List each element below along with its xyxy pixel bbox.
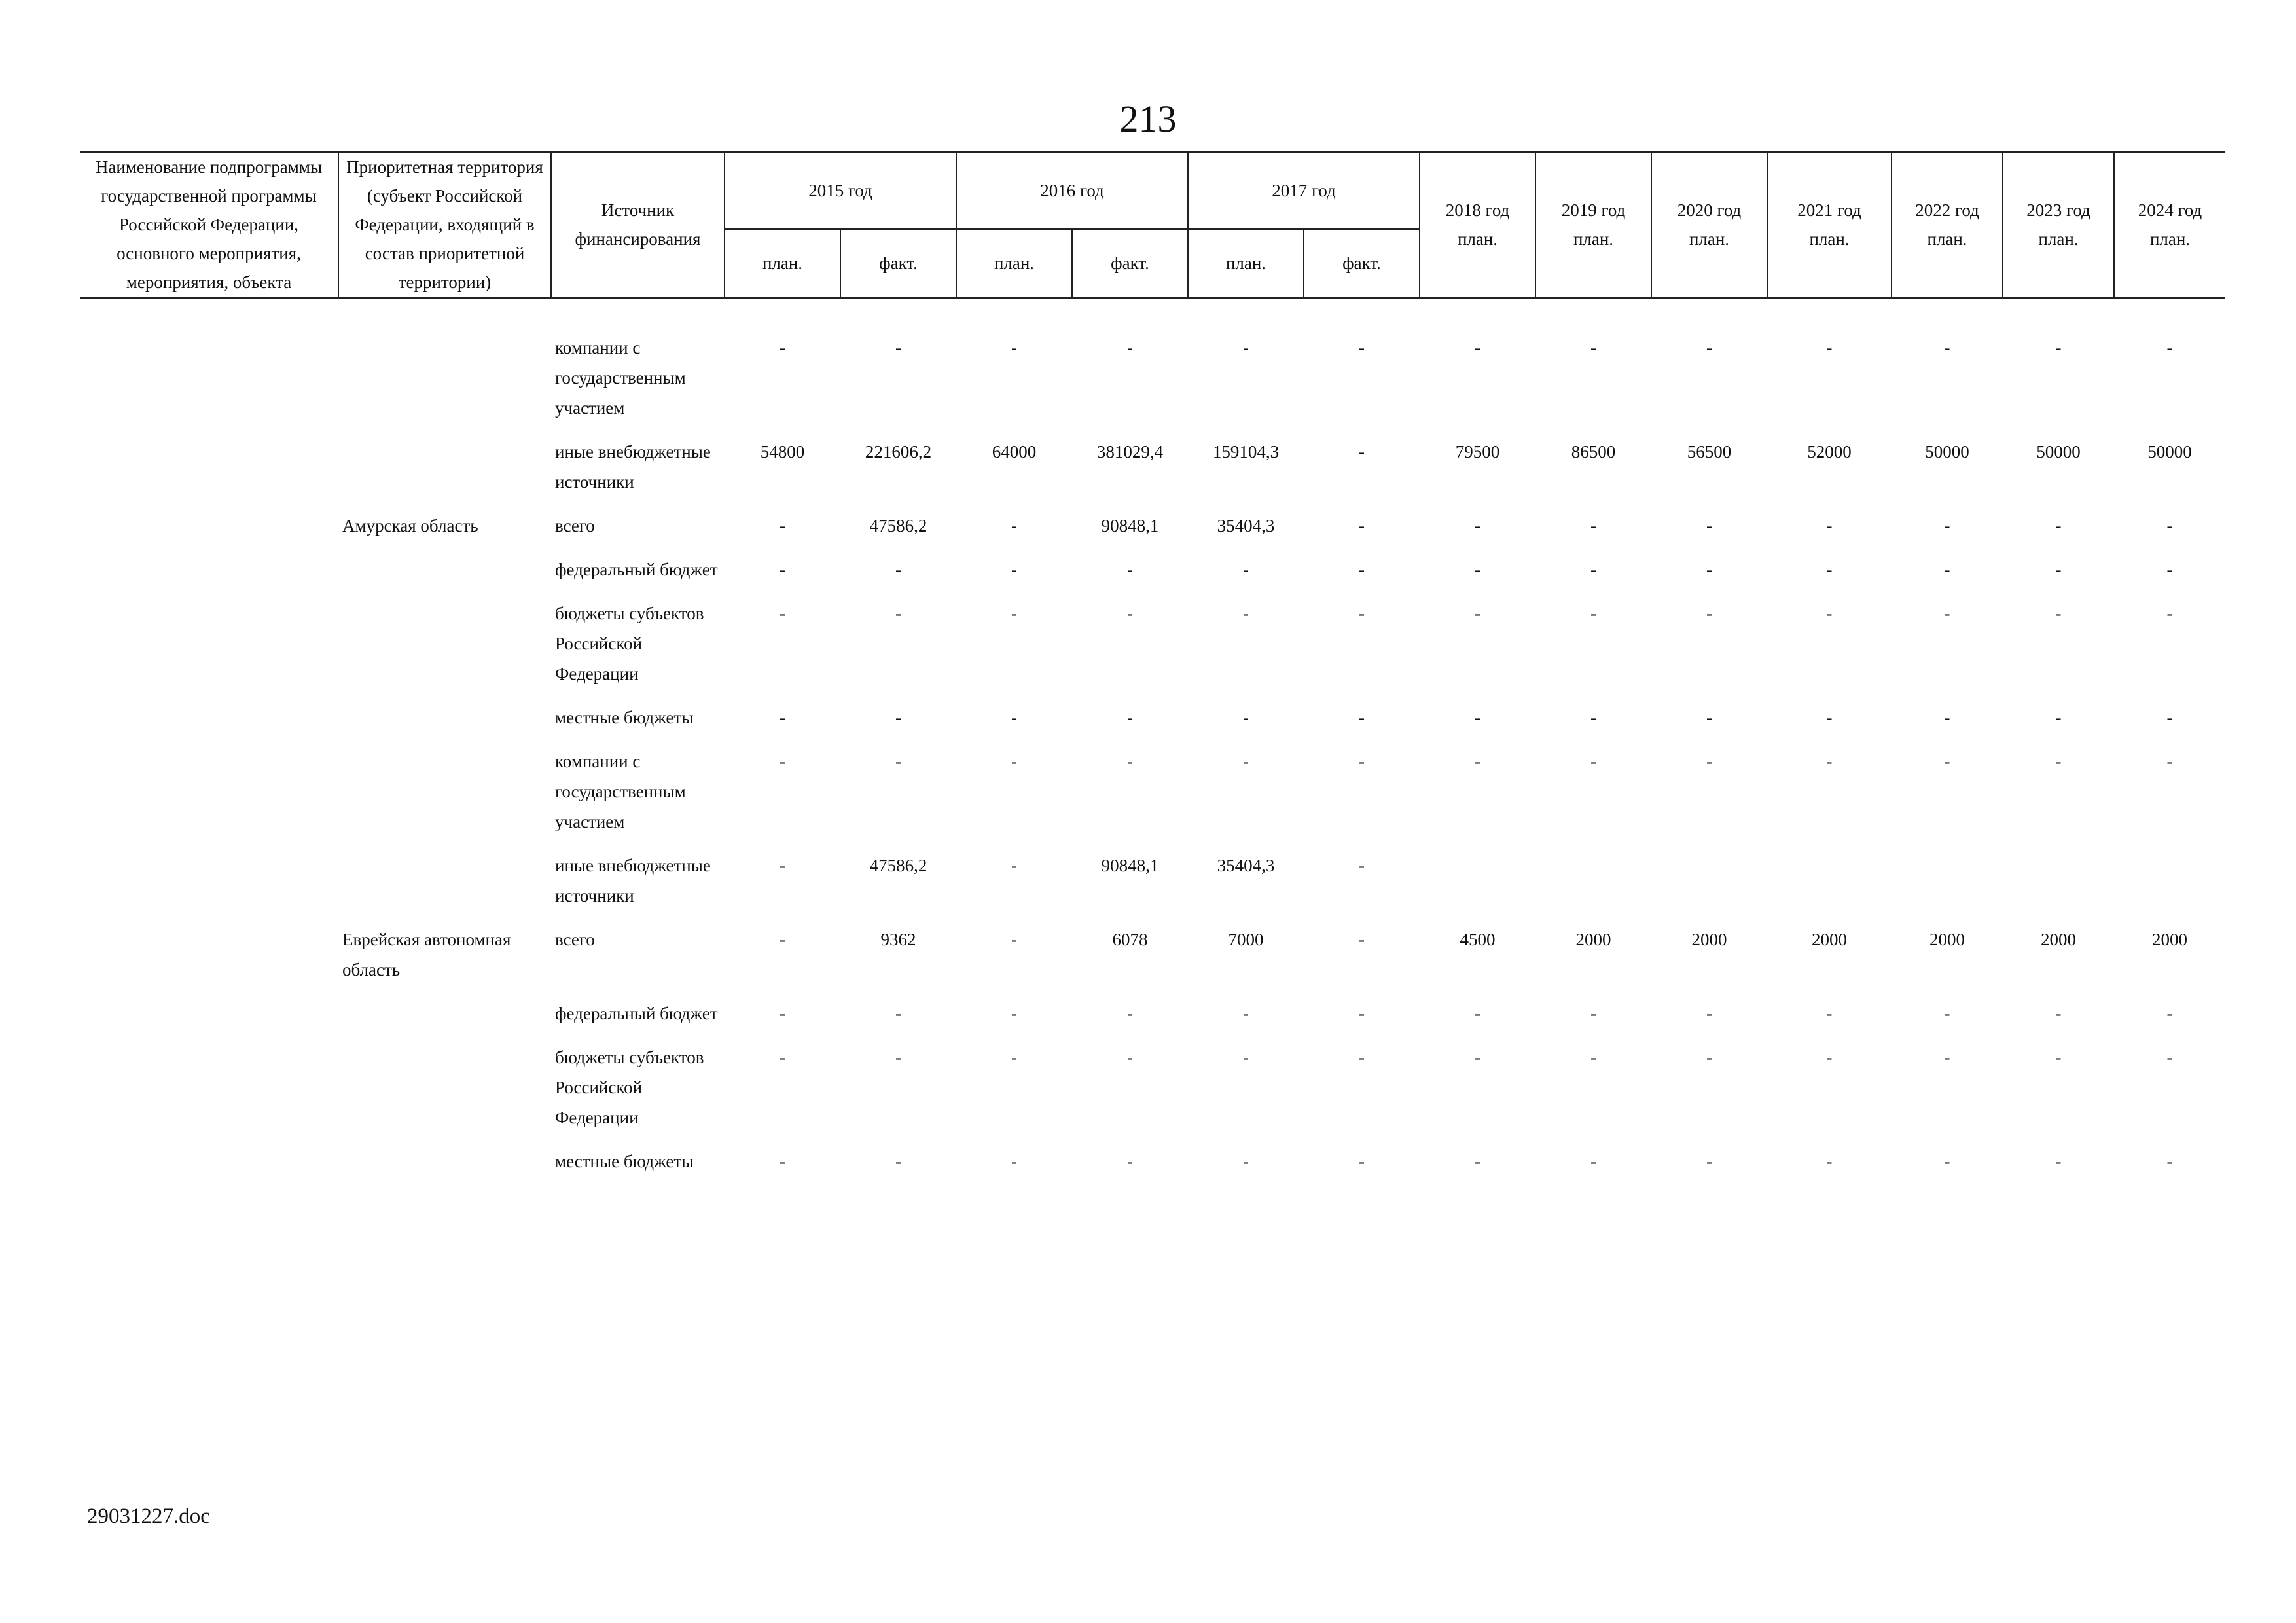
table-row xyxy=(80,511,2225,555)
value-cell: - xyxy=(1706,560,1712,579)
value-cell: - xyxy=(1011,604,1017,623)
value-cell: - xyxy=(1826,560,1833,579)
value-cell: - xyxy=(1359,856,1365,875)
value-cell: - xyxy=(1011,516,1017,536)
funding-source-cell: местные бюджеты xyxy=(555,708,694,727)
funding-source-cell: бюджеты субъектов Российской Федерации xyxy=(555,604,704,684)
footer-document-name: 29031227.doc xyxy=(87,1504,210,1528)
value-cell: - xyxy=(1826,338,1833,357)
value-cell: - xyxy=(1011,1048,1017,1067)
value-cell: - xyxy=(1706,516,1712,536)
value-cell xyxy=(2003,850,2114,924)
value-cell: - xyxy=(1475,516,1480,536)
value-cell: - xyxy=(1243,1004,1249,1023)
value-cell: - xyxy=(1011,930,1017,949)
value-cell: - xyxy=(1944,560,1950,579)
value-cell: - xyxy=(1359,1048,1365,1067)
funding-source-cell: местные бюджеты xyxy=(555,1152,694,1171)
program-name-cell xyxy=(80,437,338,511)
value-cell: - xyxy=(1011,560,1017,579)
territory-cell xyxy=(338,746,551,850)
funding-source-cell: всего xyxy=(555,930,595,949)
territory-cell xyxy=(338,998,551,1042)
program-name-cell xyxy=(80,598,338,702)
value-cell: 90848,1 xyxy=(1101,516,1159,536)
header-year-2018: 2018 год план. xyxy=(1420,152,1535,298)
value-cell: - xyxy=(780,516,785,536)
value-cell: - xyxy=(1826,1152,1833,1171)
value-cell: - xyxy=(2055,708,2062,727)
value-cell: - xyxy=(1243,1048,1249,1067)
value-cell: - xyxy=(1359,1004,1365,1023)
header-year-2017: 2017 год xyxy=(1188,152,1420,229)
value-cell: 56500 xyxy=(1687,442,1732,462)
value-cell: 2000 xyxy=(1691,930,1727,949)
table-row xyxy=(80,924,2225,998)
value-cell: - xyxy=(1011,338,1017,357)
value-cell: - xyxy=(1475,604,1480,623)
value-cell: - xyxy=(1127,752,1133,771)
value-cell: - xyxy=(1475,708,1480,727)
value-cell: - xyxy=(1590,752,1596,771)
header-year-2020: 2020 год план. xyxy=(1651,152,1767,298)
value-cell: - xyxy=(2166,338,2173,357)
funding-source-cell: иные внебюджетные источники xyxy=(555,442,711,492)
value-cell: - xyxy=(1826,708,1833,727)
table-row xyxy=(80,1042,2225,1146)
value-cell: 50000 xyxy=(1925,442,1969,462)
value-cell: - xyxy=(1944,516,1950,536)
header-program-name: Наименование подпрограммы государственной программы Российской Федерации, основного мероприятия, мероприятия, объекта xyxy=(80,152,338,298)
funding-source-cell: федеральный бюджет xyxy=(555,560,718,579)
value-cell: - xyxy=(1475,1152,1480,1171)
value-cell: - xyxy=(780,1152,785,1171)
value-cell: 7000 xyxy=(1228,930,1264,949)
value-cell: - xyxy=(1475,560,1480,579)
value-cell: - xyxy=(1475,1048,1480,1067)
value-cell: - xyxy=(1127,1048,1133,1067)
value-cell: - xyxy=(1359,516,1365,536)
value-cell: - xyxy=(1590,1048,1596,1067)
value-cell: - xyxy=(1590,338,1596,357)
value-cell: 64000 xyxy=(992,442,1037,462)
value-cell: 47586,2 xyxy=(869,856,927,875)
value-cell: - xyxy=(895,604,901,623)
header-2017-plan: план. xyxy=(1188,229,1304,298)
table-row xyxy=(80,702,2225,746)
header-funding-source: Источник финансирования xyxy=(551,152,725,298)
funding-source-cell: федеральный бюджет xyxy=(555,1004,718,1023)
value-cell: - xyxy=(1944,1152,1950,1171)
value-cell: - xyxy=(1590,560,1596,579)
value-cell: 50000 xyxy=(2036,442,2081,462)
value-cell: - xyxy=(2055,516,2062,536)
value-cell xyxy=(1767,850,1892,924)
program-name-cell xyxy=(80,511,338,555)
value-cell: - xyxy=(1475,752,1480,771)
value-cell: - xyxy=(780,856,785,875)
value-cell: - xyxy=(1359,708,1365,727)
value-cell: 381029,4 xyxy=(1096,442,1164,462)
value-cell: - xyxy=(1243,604,1249,623)
value-cell: 54800 xyxy=(760,442,805,462)
value-cell: 159104,3 xyxy=(1212,442,1280,462)
header-year-2022: 2022 год план. xyxy=(1892,152,2003,298)
value-cell: 47586,2 xyxy=(869,516,927,536)
header-year-2021: 2021 год план. xyxy=(1767,152,1892,298)
table-header xyxy=(80,152,2225,298)
value-cell: - xyxy=(780,1004,785,1023)
value-cell: - xyxy=(780,338,785,357)
value-cell: - xyxy=(1590,708,1596,727)
header-2016-plan: план. xyxy=(956,229,1072,298)
territory-cell xyxy=(338,1146,551,1190)
value-cell: - xyxy=(1243,1152,1249,1171)
territory-cell xyxy=(338,702,551,746)
value-cell: - xyxy=(1011,1004,1017,1023)
value-cell: - xyxy=(895,708,901,727)
value-cell: - xyxy=(2166,1152,2173,1171)
value-cell: - xyxy=(1359,752,1365,771)
value-cell: - xyxy=(780,604,785,623)
value-cell: - xyxy=(1011,856,1017,875)
value-cell: 35404,3 xyxy=(1217,516,1275,536)
territory-cell: Амурская область xyxy=(342,516,478,536)
value-cell: - xyxy=(2055,604,2062,623)
value-cell: 221606,2 xyxy=(865,442,932,462)
value-cell: - xyxy=(2055,752,2062,771)
table-row xyxy=(80,746,2225,850)
value-cell: 2000 xyxy=(1812,930,1847,949)
header-2016-fact: факт. xyxy=(1072,229,1188,298)
value-cell: - xyxy=(1243,560,1249,579)
value-cell: - xyxy=(1944,604,1950,623)
value-cell: - xyxy=(1826,604,1833,623)
value-cell: - xyxy=(1243,708,1249,727)
value-cell: - xyxy=(1590,604,1596,623)
table-row xyxy=(80,555,2225,598)
value-cell: - xyxy=(1826,752,1833,771)
value-cell: - xyxy=(1706,1048,1712,1067)
territory-cell xyxy=(338,850,551,924)
value-cell: 2000 xyxy=(2041,930,2076,949)
value-cell xyxy=(1892,850,2003,924)
value-cell: - xyxy=(1706,1004,1712,1023)
program-name-cell xyxy=(80,555,338,598)
value-cell: - xyxy=(895,338,901,357)
value-cell: - xyxy=(895,1004,901,1023)
territory-cell xyxy=(338,333,551,437)
value-cell: - xyxy=(1944,752,1950,771)
territory-cell xyxy=(338,1042,551,1146)
header-priority-territory: Приоритетная территория (субъект Российской Федерации, входящий в состав приоритетной территории) xyxy=(338,152,551,298)
header-year-2016: 2016 год xyxy=(956,152,1188,229)
value-cell: - xyxy=(1011,752,1017,771)
value-cell: - xyxy=(1127,338,1133,357)
program-name-cell xyxy=(80,702,338,746)
program-name-cell xyxy=(80,998,338,1042)
value-cell xyxy=(1535,850,1651,924)
funding-source-cell: всего xyxy=(555,516,595,536)
financing-table xyxy=(80,151,2225,1190)
value-cell: 86500 xyxy=(1571,442,1616,462)
value-cell xyxy=(1420,850,1535,924)
value-cell: - xyxy=(1590,1152,1596,1171)
header-year-2015: 2015 год xyxy=(725,152,956,229)
value-cell: 4500 xyxy=(1460,930,1496,949)
header-year-2019: 2019 год план. xyxy=(1535,152,1651,298)
value-cell: - xyxy=(1944,708,1950,727)
table-row xyxy=(80,333,2225,437)
value-cell: - xyxy=(895,560,901,579)
territory-cell xyxy=(338,598,551,702)
value-cell: - xyxy=(2166,560,2173,579)
value-cell: - xyxy=(1590,516,1596,536)
value-cell: - xyxy=(1826,1048,1833,1067)
funding-source-cell: компании с государственным участием xyxy=(555,752,686,831)
value-cell: - xyxy=(1475,338,1480,357)
table-row xyxy=(80,598,2225,702)
value-cell: - xyxy=(1359,442,1365,462)
value-cell: - xyxy=(1944,338,1950,357)
value-cell: - xyxy=(2055,560,2062,579)
value-cell xyxy=(2114,850,2225,924)
value-cell: - xyxy=(1706,1152,1712,1171)
value-cell: - xyxy=(1243,752,1249,771)
value-cell: - xyxy=(1011,1152,1017,1171)
header-2017-fact: факт. xyxy=(1304,229,1420,298)
value-cell: - xyxy=(2166,752,2173,771)
header-2015-fact: факт. xyxy=(840,229,956,298)
value-cell: - xyxy=(2166,604,2173,623)
value-cell: - xyxy=(895,1048,901,1067)
program-name-cell xyxy=(80,1042,338,1146)
value-cell: - xyxy=(1359,1152,1365,1171)
value-cell: - xyxy=(2166,1048,2173,1067)
table-body xyxy=(80,298,2225,1191)
page-number: 213 xyxy=(1119,98,1177,140)
program-name-cell xyxy=(80,746,338,850)
program-name-cell xyxy=(80,850,338,924)
funding-source-cell: бюджеты субъектов Российской Федерации xyxy=(555,1048,704,1127)
value-cell: - xyxy=(1359,560,1365,579)
program-name-cell xyxy=(80,1146,338,1190)
program-name-cell xyxy=(80,924,338,998)
value-cell: - xyxy=(2166,1004,2173,1023)
territory-cell xyxy=(338,437,551,511)
value-cell: - xyxy=(780,752,785,771)
value-cell: - xyxy=(1826,516,1833,536)
value-cell: - xyxy=(1706,338,1712,357)
value-cell: - xyxy=(1475,1004,1480,1023)
value-cell: - xyxy=(780,1048,785,1067)
value-cell: 6078 xyxy=(1112,930,1148,949)
value-cell: - xyxy=(2055,1152,2062,1171)
value-cell: 35404,3 xyxy=(1217,856,1275,875)
value-cell: - xyxy=(1944,1004,1950,1023)
value-cell: - xyxy=(1243,338,1249,357)
value-cell: 52000 xyxy=(1807,442,1852,462)
table-row xyxy=(80,1146,2225,1190)
value-cell: - xyxy=(780,930,785,949)
value-cell: - xyxy=(2055,338,2062,357)
value-cell: 50000 xyxy=(2147,442,2192,462)
value-cell: - xyxy=(895,752,901,771)
value-cell: - xyxy=(1590,1004,1596,1023)
value-cell: - xyxy=(2166,516,2173,536)
header-year-2024: 2024 год план. xyxy=(2114,152,2225,298)
value-cell: - xyxy=(2055,1048,2062,1067)
value-cell: 2000 xyxy=(1575,930,1611,949)
territory-cell: Еврейская автономная область xyxy=(342,930,511,979)
value-cell: - xyxy=(1359,604,1365,623)
value-cell: 2000 xyxy=(1929,930,1965,949)
value-cell: - xyxy=(1011,708,1017,727)
table-row xyxy=(80,850,2225,924)
table-row xyxy=(80,437,2225,511)
funding-source-cell: иные внебюджетные источники xyxy=(555,856,711,905)
funding-source-cell: компании с государственным участием xyxy=(555,338,686,418)
value-cell: - xyxy=(1706,604,1712,623)
value-cell: - xyxy=(1706,752,1712,771)
value-cell: 79500 xyxy=(1455,442,1500,462)
value-cell: - xyxy=(780,708,785,727)
value-cell: 2000 xyxy=(2152,930,2187,949)
value-cell: - xyxy=(895,1152,901,1171)
value-cell: - xyxy=(1706,708,1712,727)
program-name-cell xyxy=(80,333,338,437)
value-cell: - xyxy=(1127,1152,1133,1171)
value-cell: - xyxy=(1127,560,1133,579)
value-cell: 90848,1 xyxy=(1101,856,1159,875)
value-cell: - xyxy=(1127,604,1133,623)
value-cell: 9362 xyxy=(880,930,916,949)
header-2015-plan: план. xyxy=(725,229,840,298)
value-cell: - xyxy=(1127,708,1133,727)
value-cell xyxy=(1651,850,1767,924)
value-cell: - xyxy=(1826,1004,1833,1023)
value-cell: - xyxy=(1359,930,1365,949)
value-cell: - xyxy=(780,560,785,579)
value-cell: - xyxy=(2055,1004,2062,1023)
value-cell: - xyxy=(1944,1048,1950,1067)
value-cell: - xyxy=(2166,708,2173,727)
value-cell: - xyxy=(1127,1004,1133,1023)
header-year-2023: 2023 год план. xyxy=(2003,152,2114,298)
table-row xyxy=(80,998,2225,1042)
value-cell: - xyxy=(1359,338,1365,357)
territory-cell xyxy=(338,555,551,598)
